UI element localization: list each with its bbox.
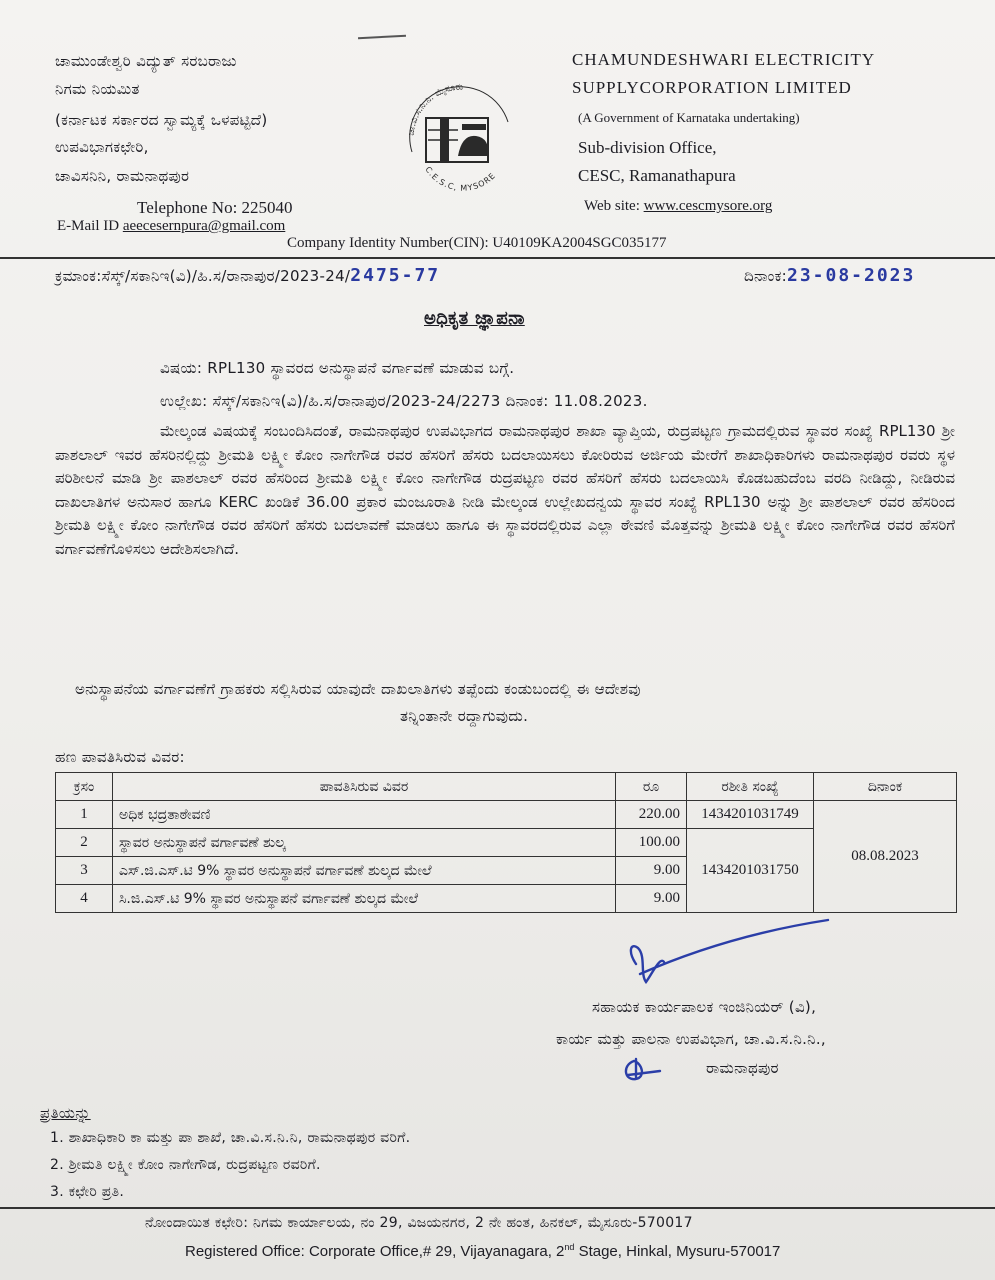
pen-mark — [358, 35, 406, 40]
payment-date: 08.08.2023 — [814, 801, 957, 913]
row-amount: 9.00 — [616, 885, 687, 913]
memo-title: ಅಧಿಕೃತ ಜ್ಞಾಪನಾ — [424, 308, 525, 329]
row-sl: 1 — [56, 801, 113, 829]
signature-initial — [620, 1055, 670, 1085]
website-link[interactable]: www.cescmysore.org — [643, 198, 773, 214]
ref-date-label: ದಿನಾಂಕ: — [744, 267, 787, 285]
row-amount: 9.00 — [616, 857, 687, 885]
svg-text:C.E.S.C, MYSORE — [423, 165, 497, 193]
row-desc: ಎಸ್.ಜಿ.ಎಸ್.ಟಿ 9% ಸ್ಥಾವರ ಅನುಸ್ಥಾಪನೆ ವರ್ಗಾವಣೆ ಶುಲ್ಕದ ಮೇಲೆ — [113, 857, 616, 885]
telephone: Telephone No: 225040 — [137, 198, 293, 217]
email-link[interactable]: aeecesernpura@gmail.com — [122, 218, 286, 234]
footer-en — [185, 1242, 780, 1260]
email-row — [57, 218, 285, 235]
website-row — [584, 198, 772, 215]
signatory-line3: ರಾಮನಾಥಪುರ — [706, 1059, 779, 1077]
ref-date-handwritten: 23-08-2023 — [786, 265, 916, 286]
footer-en-sup: nd — [564, 1242, 575, 1252]
notice-line2: ತನ್ನಿಂತಾನೇ ರದ್ದಾಗುವುದು. — [400, 707, 529, 725]
row-desc: ಸ್ಥಾವರ ಅನುಸ್ಥಾಪನೆ ವರ್ಗಾವಣೆ ಶುಲ್ಕ — [113, 829, 616, 857]
signature — [600, 912, 840, 992]
header-kn-line5: ಚಾವಿಸನಿನಿ, ರಾಮನಾಥಪುರ — [55, 167, 190, 185]
copy-item-3: 3. ಕಛೇರಿ ಪ್ರತಿ. — [50, 1184, 125, 1200]
col-header-desc: ಪಾವತಿಸಿರುವ ವಿವರ — [113, 773, 616, 801]
copy-item-2: 2. ಶ್ರೀಮತಿ ಲಕ್ಷ್ಮೀ ಕೋಂ ನಾಗೇಗೌಡ, ರುದ್ರಪಟ್ಟಣ ರವರಿಗೆ. — [50, 1157, 321, 1173]
logo-top-text: ಚಾ.ವಿ.ಸ.ನಿ.ನಿ. ಮೈಸೂರು — [406, 82, 464, 137]
signatory-line1: ಸಹಾಯಕ ಕಾರ್ಯಪಾಲಕ ಇಂಜಿನಿಯರ್ (ವಿ), — [592, 998, 817, 1016]
footer-divider — [0, 1207, 995, 1209]
payment-table — [55, 772, 957, 913]
header-en-line3: (A Government of Karnataka undertaking) — [578, 110, 800, 125]
col-header-date: ದಿನಾಂಕ — [814, 773, 957, 801]
copy-item-1: 1. ಶಾಖಾಧಿಕಾರಿ ಕಾ ಮತ್ತು ಪಾ ಶಾಖೆ, ಚಾ.ವಿ.ಸ.ನಿ.ನಿ, ರಾಮನಾಥಪುರ ವರಿಗೆ. — [50, 1130, 411, 1146]
svg-text:ಚಾ.ವಿ.ಸ.ನಿ.ನಿ. ಮೈಸೂರು — [407, 82, 464, 136]
header-en-line2: SUPPLYCORPORATION LIMITED — [572, 78, 852, 97]
footer-en-post: Stage, Hinkal, Mysuru-570017 — [574, 1243, 781, 1260]
ref-number-prefix: ಕ್ರಮಾಂಕ:ಸೆಸ್ಕ್/ಸಕಾನಿಇ(ವಿ)/ಹಿ.ಸ/ರಾನಾಪುರ/2023-24/ — [55, 267, 351, 285]
header-en-line5: CESC, Ramanathapura — [578, 166, 736, 185]
ref-date — [744, 265, 915, 286]
cesc-logo — [398, 78, 524, 196]
header-kn-line3: (ಕರ್ನಾಟಕ ಸರ್ಕಾರದ ಸ್ವಾಮ್ಯಕ್ಕೆ ಒಳಪಟ್ಟಿದೆ) — [55, 111, 268, 129]
header-en-line4: Sub-division Office, — [578, 138, 717, 157]
header-kn-line4: ಉಪವಿಭಾಗಕಛೇರಿ, — [55, 138, 149, 156]
row-amount: 100.00 — [616, 829, 687, 857]
signatory-line2: ಕಾರ್ಯ ಮತ್ತು ಪಾಲನಾ ಉಪವಿಭಾಗ, ಚಾ.ವಿ.ಸ.ನಿ.ನಿ., — [556, 1030, 826, 1048]
col-header-amount: ರೂ — [616, 773, 687, 801]
ref-number-handwritten: 2475-77 — [350, 265, 441, 286]
payment-heading: ಹಣ ಪಾವತಿಸಿರುವ ವಿವರ: — [55, 748, 185, 766]
copies-heading: ಪ್ರತಿಯನ್ನು — [40, 1104, 91, 1122]
website-label: Web site: — [584, 198, 640, 214]
row-sl: 4 — [56, 885, 113, 913]
body-paragraph: ಮೇಲ್ಕಂಡ ವಿಷಯಕ್ಕೆ ಸಂಬಂದಿಸಿದಂತೆ, ರಾಮನಾಥಪುರ ಉಪವಿಭಾಗದ ರಾಮನಾಥಪುರ ಶಾಖಾ ವ್ಯಾಪ್ತಿಯ, ರುದ್ರಪಟ್ಟಣ ಗ್ರಾಮದಲ್ಲಿರುವ ಸ್ಥಾವರ ಸಂಖ್ಯೆ RPL130 ಶ್ರೀ ಪಾಶಲಾಲ್ ಇವರ ಹೆಸರಿನಲ್ಲಿದ್ದು ಶ್ರೀಮತಿ ಲಕ್ಷ್ಮೀ ಕೋಂ ನಾಗೇಗೌಡ ರವರ ಹೆಸರಿಗೆ ಹೆಸರು ಬದಲಾಯಿಸಲು ಕೋರಿರುವ ಅರ್ಜಿಯ ಮೇರೆಗೆ ಶಾಖಾಧಿಕಾರಿಗಳು ರಾಮನಾಥಪುರ ರವರು ಸ್ಥಳ ಪರಿಶೀಲನೆ ಮಾಡಿ ಶ್ರೀ ಪಾಶಲಾಲ್ ರವರ ಹೆಸರಿಂದ ಶ್ರೀಮತಿ ಲಕ್ಷ್ಮೀ ಕೋಂ ನಾಗೇಗೌಡ ರುದ್ರಪಟ್ಟಣ ರವರ ಹೆಸರಿಗೆ ಹೆಸರು ಬದಲಾಯಿಸಿ ಕೊಡಬಹುದೆಂಬ ವರದಿ ನೀಡಿದ್ದು, ನೀಡಿರುವ ದಾಖಲಾತಿಗಳ ಅನುಸಾರ ಹಾಗೂ KERC ಖಂಡಿಕೆ 36.00 ಪ್ರಕಾರ ಮಂಜೂರಾತಿ ನೀಡಿ ಮೇಲ್ಕಂಡ ಉಲ್ಲೇಖದನ್ವಯ ಸ್ಥಾವರ ಸಂಖ್ಯೆ RPL130 ಅನ್ನು ಶ್ರೀ ಪಾಶಲಾಲ್ ರವರ ಹೆಸರಿಂದ ಶ್ರೀಮತಿ ಲಕ್ಷ್ಮೀ ಕೋಂ ನಾಗೇಗೌಡ ರವರ ಹೆಸರಿಗೆ ಹೆಸರು ಬದಲಾವಣೆ ಮಾಡಲು ಹಾಗೂ ಈ ಸ್ಥಾವರದಲ್ಲಿರುವ ಎಲ್ಲಾ ಠೇವಣಿ ಮೊತ್ತವನ್ನು ಶ್ರೀಮತಿ ಲಕ್ಷ್ಮೀ ಕೋಂ ನಾಗೇಗೌಡ ರವರ ಹೆಸರಿಗೆ ವರ್ಗಾವಣೆಗೊಳಿಸಲು ಆದೇಶಿಸಲಾಗಿದೆ. — [55, 422, 955, 558]
col-header-receipt: ರಶೀತಿ ಸಂಖ್ಯೆ — [687, 773, 814, 801]
header-divider — [0, 257, 995, 259]
row-desc: ಅಧಿಕ ಭದ್ರತಾಠೇವಣಿ — [113, 801, 616, 829]
footer-kn: ನೋಂದಾಯಿತ ಕಛೇರಿ: ನಿಗಮ ಕಾರ್ಯಾಲಯ, ನಂ 29, ವಿಜಯನಗರ, 2 ನೇ ಹಂತ, ಹಿನಕಲ್, ಮೈಸೂರು-570017 — [145, 1215, 693, 1231]
receipt-2: 1434201031750 — [687, 829, 814, 913]
row-amount: 220.00 — [616, 801, 687, 829]
row-desc: ಸಿ.ಜಿ.ಎಸ್.ಟಿ 9% ಸ್ಥಾವರ ಅನುಸ್ಥಾಪನೆ ವರ್ಗಾವಣೆ ಶುಲ್ಕದ ಮೇಲೆ — [113, 885, 616, 913]
row-sl: 2 — [56, 829, 113, 857]
ref-number — [55, 265, 440, 286]
logo-bottom-text: C.E.S.C, MYSORE — [423, 165, 498, 193]
header-kn-line2: ನಿಗಮ ನಿಯಮಿತ — [55, 80, 140, 98]
email-label: E-Mail ID — [57, 218, 120, 234]
row-sl: 3 — [56, 857, 113, 885]
subject: ವಿಷಯ: RPL130 ಸ್ಥಾವರದ ಅನುಸ್ಥಾಪನೆ ವರ್ಗಾವಣೆ ಮಾಡುವ ಬಗ್ಗೆ. — [160, 359, 515, 377]
header-en-line1: CHAMUNDESHWARI ELECTRICITY — [572, 50, 876, 69]
col-header-sl: ಕ್ರಸಂ — [56, 773, 113, 801]
footer-en-pre: Registered Office: Corporate Office,# 29, Vijayanagara, 2 — [185, 1243, 565, 1260]
notice-line1: ಅನುಸ್ಥಾಪನೆಯ ವರ್ಗಾವಣೆಗೆ ಗ್ರಾಹಕರು ಸಲ್ಲಿಸಿರುವ ಯಾವುದೇ ದಾಖಲಾತಿಗಳು ತಪ್ಪೆಂದು ಕಂಡುಬಂದಲ್ಲಿ ಈ ಆದೇಶವು — [75, 680, 641, 698]
header-kn-line1: ಚಾಮುಂಡೇಶ್ವರಿ ವಿದ್ಯುತ್ ಸರಬರಾಜು — [55, 52, 237, 70]
receipt-1: 1434201031749 — [687, 801, 814, 829]
cin: Company Identity Number(CIN): U40109KA2004SGC035177 — [287, 235, 667, 251]
table-row — [56, 801, 957, 829]
table-header-row — [56, 773, 957, 801]
reference: ಉಲ್ಲೇಖ: ಸೆಸ್ಕ್/ಸಕಾನಿಇ(ವಿ)/ಹಿ.ಸ/ರಾನಾಪುರ/2023-24/2273 ದಿನಾಂಕ: 11.08.2023. — [160, 392, 648, 410]
